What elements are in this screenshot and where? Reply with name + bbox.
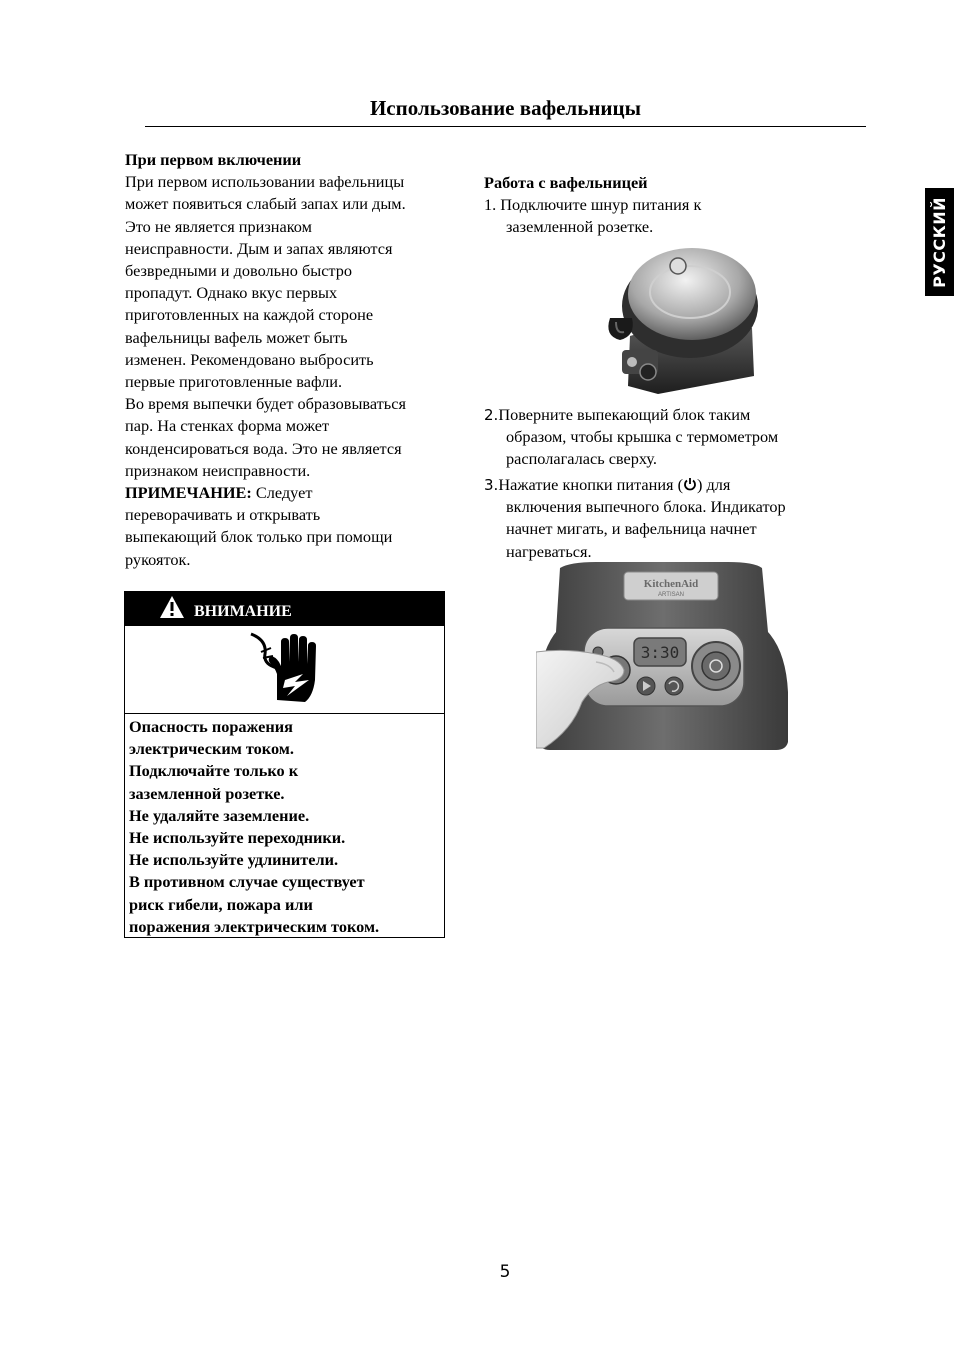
step-3-text: нагреваться. (506, 541, 592, 561)
warning-image (125, 626, 444, 714)
first-use-line: При первом использовании вафельницы (125, 172, 405, 192)
warning-line: Подключайте только к (129, 761, 299, 781)
note-line: рукояток. (125, 549, 191, 569)
first-use-line: пропадут. Однако вкус первых (125, 283, 338, 303)
warning-line: поражения электрическим током. (129, 916, 380, 936)
warning-line: электрическим током. (129, 739, 294, 759)
first-use-line: пар. На стенках форма может (125, 416, 330, 436)
step-2-text: располагалась сверху. (506, 449, 657, 469)
step-3-line (484, 474, 864, 496)
note-line: переворачивать и открывать (125, 505, 321, 525)
step-2-number: 2. (484, 406, 499, 424)
step-1 (484, 194, 864, 216)
warning-text (125, 714, 444, 938)
waffle-maker-image (602, 236, 762, 396)
warning-line: заземленной розетке. (129, 783, 285, 803)
warning-line: В противном случае существует (129, 872, 365, 892)
brand-logo: KitchenAid (643, 578, 699, 590)
first-use-line: приготовленных на каждой стороне (125, 305, 374, 325)
page-title: Использование вафельницы (369, 96, 642, 120)
power-icon (683, 477, 697, 491)
electric-shock-hand-icon (247, 630, 321, 706)
note-line: выпекающий блок только при помощи (125, 527, 393, 547)
step-2 (484, 404, 864, 471)
first-use-line: вафельницы вафель может быть (125, 327, 348, 347)
operation-section (484, 172, 864, 239)
title-divider (145, 126, 866, 127)
first-use-line: первые приготовленные вафли. (125, 372, 343, 392)
warning-box (124, 591, 445, 938)
step-2-line (484, 404, 864, 426)
note-label: ПРИМЕЧАНИЕ: (125, 483, 252, 503)
note-text: Следует (251, 483, 313, 503)
warning-line: Не используйте удлинители. (129, 850, 339, 870)
step-3-text-before: Нажатие кнопки питания ( (498, 475, 684, 494)
first-use-line: признаком неисправности. (125, 460, 311, 480)
step-3-text: начнет мигать, и вафельница начнет (506, 519, 757, 539)
step-1-text: заземленной розетке. (506, 217, 654, 237)
first-use-line: Во время выпечки будет образовываться (125, 394, 406, 414)
warning-line: Не используйте переходники. (129, 828, 346, 848)
first-use-section (125, 149, 465, 571)
first-use-heading: При первом включении (125, 150, 302, 169)
language-tab-label: РУССКИЙ (930, 196, 949, 288)
warning-line: риск гибели, пожара или (129, 894, 313, 914)
timer-display: 3:30 (640, 643, 680, 662)
page-number: 5 (499, 1262, 511, 1282)
first-use-line: изменен. Рекомендовано выбросить (125, 349, 374, 369)
step-3 (484, 474, 864, 563)
step-3-number: 3. (484, 476, 499, 494)
step-1-text: Подключите шнур питания к (500, 195, 702, 215)
step-3-text-after: ) для (697, 475, 731, 494)
warning-line: Не удаляйте заземление. (129, 805, 310, 825)
step-2-text: Поверните выпекающий блок таким (498, 405, 751, 424)
step-1-number: 1. (484, 195, 497, 215)
first-use-line: безвредными и довольно быстро (125, 261, 353, 281)
first-use-line: может появиться слабый запах или дым. (125, 194, 406, 214)
step-2-text: образом, чтобы крышка с термометром (506, 427, 779, 447)
operation-heading: Работа с вафельницей (484, 173, 648, 192)
first-use-line: неисправности. Дым и запах являются (125, 238, 393, 258)
language-tab (925, 188, 954, 296)
warning-title: ВНИМАНИЕ (194, 603, 292, 620)
note-line (125, 482, 465, 504)
step-3-text: включения выпечного блока. Индикатор (506, 497, 786, 517)
warning-header (125, 592, 444, 626)
first-use-line: Это не является признаком (125, 216, 312, 236)
control-panel-image (536, 562, 788, 752)
warning-triangle-icon (159, 595, 185, 619)
warning-line: Опасность поражения (129, 717, 293, 736)
brand-sub: ARTISAN (658, 592, 684, 598)
first-use-line: конденсироваться вода. Это не является (125, 438, 402, 458)
